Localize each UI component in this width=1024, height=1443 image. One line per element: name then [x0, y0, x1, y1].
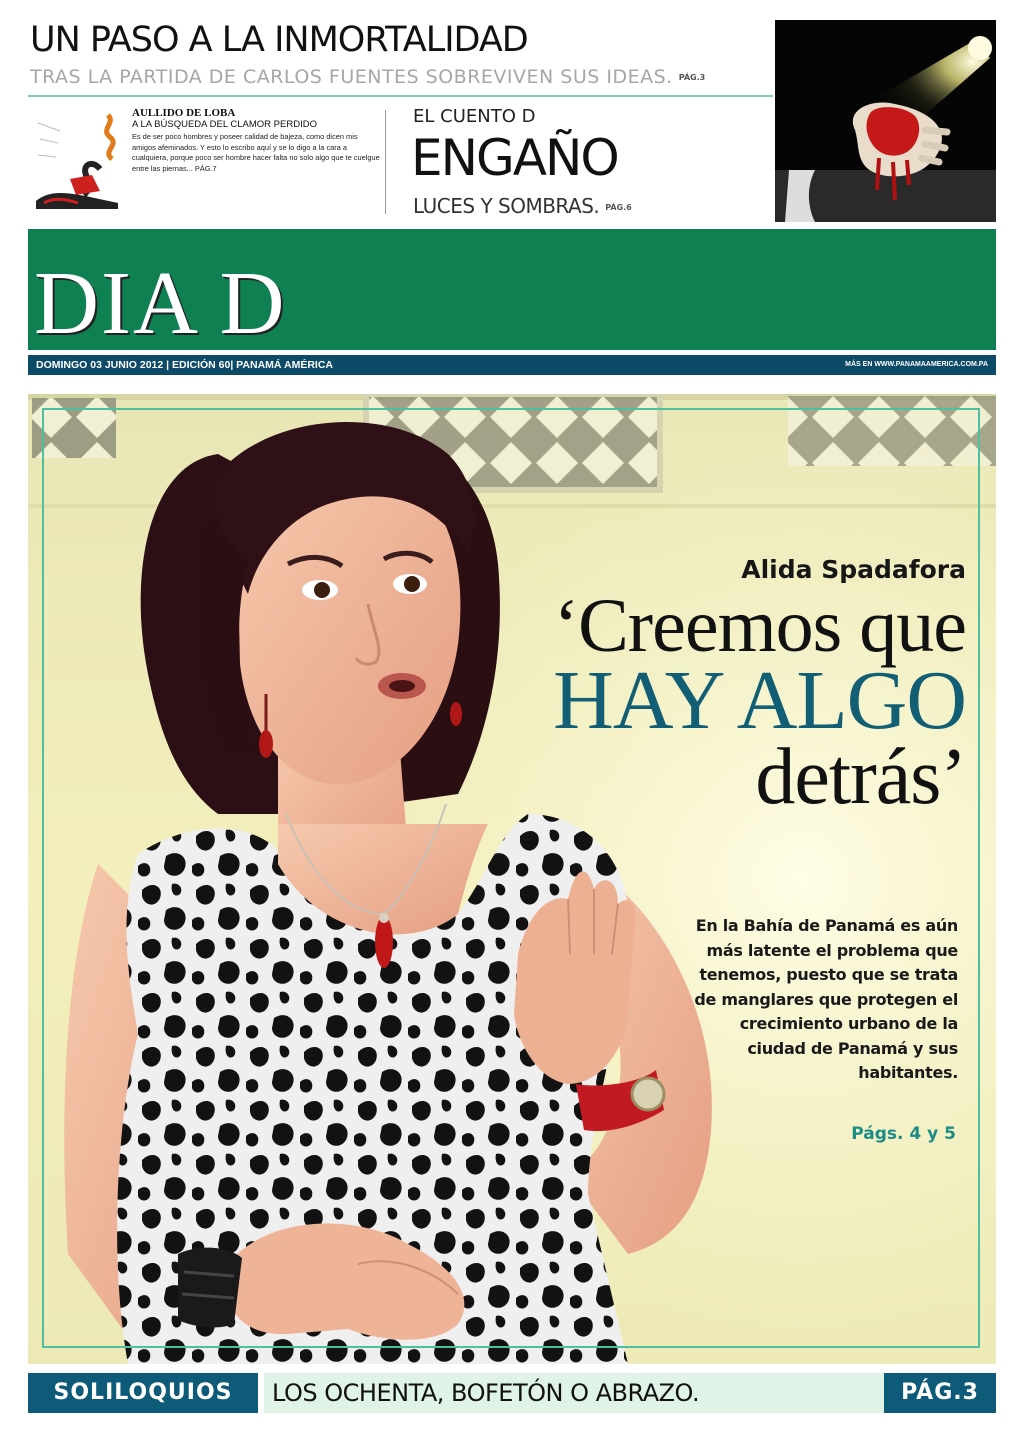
teaser-band — [28, 14, 996, 224]
cover-headline[interactable] — [486, 554, 966, 821]
story-teaser-subtitle — [413, 194, 632, 218]
cover-summary: En la Bahía de Panamá es aún más latente el problema que tenemos, puesto que se trata de manglares que protegen el crecimiento urbano de la ciudad de Panamá y sus habitantes. — [694, 916, 958, 1082]
footer-section-label: SOLILOQUIOS — [28, 1373, 258, 1413]
footer-teaser[interactable] — [28, 1373, 996, 1413]
cover-pages-reference[interactable]: Págs. 4 y 5 — [851, 1124, 956, 1144]
lead-teaser-title[interactable]: UN PASO A LA INMORTALIDAD — [30, 20, 528, 60]
headline-line-1: ‘Creemos que — [553, 584, 966, 668]
story-teaser-subtitle-text: LUCES Y SOMBRAS. — [413, 194, 600, 218]
cover-story[interactable] — [28, 394, 996, 1364]
headline-line-2: HAY ALGO — [553, 654, 966, 747]
wolf-teaser-subtitle: A LA BÚSQUEDA DEL CLAMOR PERDIDO — [132, 119, 317, 130]
lead-teaser-subtitle — [30, 66, 705, 88]
masthead-info-strip — [28, 355, 996, 375]
story-teaser-page: PÁG.6 — [605, 203, 632, 212]
wolf-teaser[interactable] — [28, 107, 383, 217]
story-teaser-title: ENGAÑO — [411, 129, 618, 187]
issue-line: DOMINGO 03 JUNIO 2012 | EDICIÓN 60| PANAMÁ AMÉRICA — [36, 359, 334, 371]
footer-page-label: PÁG.3 — [884, 1373, 996, 1413]
wolf-teaser-body: Es de ser poco hombres y poseer calidad de bajeza, como dicen mis amigos afeminados. Y esto lo escribo aquí y se lo digo a la cara a cualquiera, porque poco ser hombre hacer falta no solo algo que te cuelgue entre las piernas... PÁG.7 — [132, 132, 380, 173]
spotlight-hand-illustration — [775, 20, 996, 222]
website-link[interactable]: MÁS EN WWW.PANAMAAMERICA.COM.PA — [845, 361, 988, 368]
wolf-illustration — [30, 109, 122, 213]
masthead — [28, 229, 996, 353]
teaser-vertical-divider — [385, 110, 386, 214]
headline-line-3: detrás’ — [755, 733, 966, 821]
wolf-teaser-title: AULLIDO DE LOBA — [132, 107, 236, 119]
story-teaser[interactable] — [413, 106, 763, 221]
masthead-title[interactable]: DIA D — [34, 254, 287, 353]
footer-headline: LOS OCHENTA, BOFETÓN O ABRAZO. — [264, 1373, 884, 1413]
interviewee-name: Alida Spadafora — [741, 555, 966, 584]
wolf-teaser-text — [132, 107, 380, 174]
lead-teaser-page: PÁG.3 — [678, 73, 706, 82]
story-teaser-kicker: EL CUENTO D — [413, 106, 536, 127]
teaser-divider — [28, 95, 773, 97]
lead-teaser-subtitle-text: TRAS LA PARTIDA DE CARLOS FUENTES SOBREVIVEN SUS IDEAS. — [30, 66, 673, 88]
teaser-photo[interactable] — [775, 20, 996, 222]
cover-photo — [28, 394, 996, 1364]
